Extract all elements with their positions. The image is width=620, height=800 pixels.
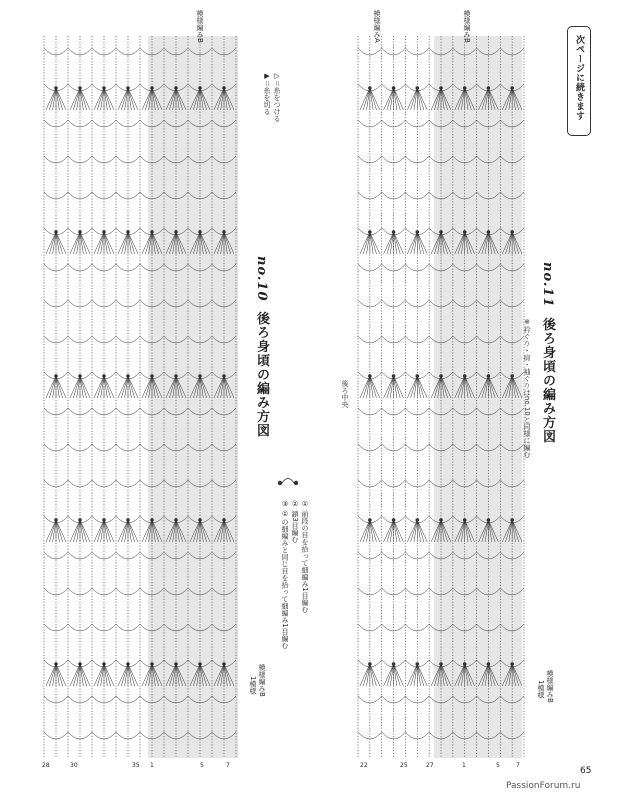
fan-stitch — [417, 664, 424, 686]
legend-line2: ② 鎖3目編む — [291, 500, 299, 543]
fan-stitch — [411, 88, 418, 110]
note-no11: ※衿ぐり・肩・袖ぐりはno.10と同様に編む — [523, 318, 531, 458]
page-number: 65 — [580, 766, 592, 776]
title-no10-number: no.10 — [254, 256, 269, 302]
row-number: 1 — [150, 762, 154, 769]
picot-dot — [222, 518, 225, 521]
repeat-label-right-2: 1模様 — [537, 680, 545, 699]
fan-stitch — [394, 664, 401, 686]
picot-dot — [416, 374, 419, 377]
picot-dot — [198, 374, 201, 377]
row-number: 28 — [42, 762, 50, 769]
row-number: 22 — [360, 762, 368, 769]
picot-dot — [511, 518, 514, 521]
picot-dot — [487, 518, 490, 521]
picot-dot — [174, 374, 177, 377]
picot-dot — [392, 518, 395, 521]
fan-stitch — [49, 520, 56, 542]
picot-dot — [102, 86, 105, 89]
fan-stitch — [363, 376, 370, 398]
fan-stitch — [121, 664, 128, 686]
fan-stitch — [128, 232, 135, 254]
fan-stitch — [121, 520, 128, 542]
picot-dot — [54, 518, 57, 521]
fan-stitch — [97, 376, 104, 398]
fan-stitch — [73, 520, 80, 542]
picot-dot — [439, 374, 442, 377]
fan-stitch — [363, 664, 370, 686]
fan-stitch — [104, 376, 111, 398]
fan-stitch — [417, 376, 424, 398]
picot-dot — [150, 374, 153, 377]
legend-symbol — [270, 468, 306, 498]
picot-dot — [463, 374, 466, 377]
picot-dot — [102, 662, 105, 665]
fan-stitch — [73, 232, 80, 254]
picot-dot — [54, 230, 57, 233]
row-number: 7 — [516, 762, 520, 769]
fan-stitch — [411, 664, 418, 686]
fan-stitch — [363, 232, 370, 254]
fan-stitch — [56, 232, 63, 254]
arc-motif — [405, 264, 429, 271]
picot-dot — [368, 374, 371, 377]
picot-dot — [463, 230, 466, 233]
fan-stitch — [387, 376, 394, 398]
picot-dot — [126, 374, 129, 377]
picot-dot — [174, 230, 177, 233]
arc-motif — [44, 264, 68, 271]
picot-dot — [416, 662, 419, 665]
arc-motif — [92, 732, 116, 739]
fan-stitch — [417, 520, 424, 542]
picot-dot — [416, 518, 419, 521]
fan-stitch — [104, 664, 111, 686]
picot-dot — [174, 662, 177, 665]
picot-dot — [150, 518, 153, 521]
picot-dot — [198, 518, 201, 521]
fan-stitch — [49, 232, 56, 254]
picot-dot — [416, 230, 419, 233]
fan-stitch — [49, 664, 56, 686]
row-number: 25 — [400, 762, 408, 769]
picot-dot — [126, 86, 129, 89]
fan-stitch — [387, 232, 394, 254]
picot-dot — [78, 230, 81, 233]
repeat-label-left-2: 1模様 — [249, 676, 257, 695]
picot-dot — [150, 86, 153, 89]
fan-stitch — [73, 664, 80, 686]
picot-dot — [150, 662, 153, 665]
fan-stitch — [128, 376, 135, 398]
picot-dot — [511, 86, 514, 89]
picot-dot — [78, 374, 81, 377]
fan-stitch — [56, 664, 63, 686]
picot-dot — [198, 86, 201, 89]
picot-dot — [439, 518, 442, 521]
picot-dot — [487, 86, 490, 89]
fan-stitch — [411, 232, 418, 254]
picot-dot — [102, 230, 105, 233]
arc-motif — [382, 264, 406, 271]
picot-dot — [511, 374, 514, 377]
arc-motif — [116, 732, 140, 739]
picot-dot — [439, 662, 442, 665]
legend-line3: ③ ①の細編みと同じ目を拾って細編み1目編む — [281, 500, 289, 649]
legend-line1: ① 前段の目を拾って細編み1目編む — [301, 500, 309, 613]
fan-stitch — [363, 88, 370, 110]
fan-stitch — [394, 88, 401, 110]
fan-stitch — [417, 232, 424, 254]
fan-stitch — [387, 520, 394, 542]
picot-dot — [198, 230, 201, 233]
fan-stitch — [104, 520, 111, 542]
picot-dot — [126, 230, 129, 233]
arc-motif — [68, 732, 92, 739]
picot-dot — [222, 230, 225, 233]
fan-stitch — [121, 88, 128, 110]
fan-stitch — [80, 520, 87, 542]
picot-dot — [54, 86, 57, 89]
fan-stitch — [97, 88, 104, 110]
picot-dot — [102, 518, 105, 521]
picot-dot — [487, 374, 490, 377]
fan-stitch — [80, 232, 87, 254]
picot-dot — [511, 662, 514, 665]
row-number: 30 — [70, 762, 78, 769]
picot-dot — [126, 518, 129, 521]
fan-stitch — [104, 88, 111, 110]
picot-dot — [487, 662, 490, 665]
picot-dot — [463, 86, 466, 89]
arc-motif — [358, 264, 382, 271]
row-number: 5 — [496, 762, 500, 769]
picot-dot — [487, 230, 490, 233]
title-no10-text: 後ろ身頃の編み方図 — [254, 311, 269, 438]
picot-dot — [368, 86, 371, 89]
fan-stitch — [387, 664, 394, 686]
legend-attach: ▷＝糸をつける — [273, 72, 281, 122]
fan-stitch — [394, 376, 401, 398]
picot-dot — [416, 86, 419, 89]
fan-stitch — [56, 88, 63, 110]
crochet-chart-no10 — [40, 18, 240, 768]
picot-dot — [463, 518, 466, 521]
fan-stitch — [73, 376, 80, 398]
fan-stitch — [97, 664, 104, 686]
fan-stitch — [370, 376, 377, 398]
row-number: 35 — [132, 762, 140, 769]
picot-dot — [392, 374, 395, 377]
continue-note: 次ページに続きます — [574, 35, 584, 121]
fan-stitch — [56, 520, 63, 542]
picot-dot — [174, 86, 177, 89]
fan-stitch — [128, 664, 135, 686]
fan-stitch — [411, 520, 418, 542]
row-number: 7 — [226, 762, 230, 769]
fan-stitch — [97, 232, 104, 254]
fan-stitch — [80, 664, 87, 686]
center-label: 後ろ中央 — [341, 380, 349, 408]
fan-stitch — [370, 664, 377, 686]
fan-stitch — [370, 88, 377, 110]
picot-dot — [78, 662, 81, 665]
picot-dot — [174, 518, 177, 521]
arc-motif — [44, 480, 68, 487]
fan-stitch — [411, 376, 418, 398]
fan-stitch — [49, 376, 56, 398]
arc-motif — [44, 732, 68, 739]
picot-dot — [368, 518, 371, 521]
fan-stitch — [104, 232, 111, 254]
picot-dot — [511, 230, 514, 233]
legend-cut: ▶＝糸を切る — [263, 72, 271, 115]
picot-dot — [150, 230, 153, 233]
fan-stitch — [417, 88, 424, 110]
fan-stitch — [370, 232, 377, 254]
fan-stitch — [394, 520, 401, 542]
picot-dot — [392, 86, 395, 89]
picot-dot — [54, 374, 57, 377]
arc-motif — [405, 480, 429, 487]
pattern-b-label-right: 模様編みB — [463, 10, 471, 43]
picot-dot — [78, 518, 81, 521]
picot-dot — [102, 374, 105, 377]
arc-motif — [116, 264, 140, 271]
row-number: 5 — [200, 762, 204, 769]
picot-dot — [222, 374, 225, 377]
continue-note-box — [567, 26, 591, 136]
picot-dot — [439, 230, 442, 233]
picot-dot — [368, 230, 371, 233]
picot-dot — [439, 86, 442, 89]
pattern-b-label-left: 模様編みB — [196, 10, 204, 43]
fan-stitch — [128, 520, 135, 542]
arc-motif — [382, 480, 406, 487]
watermark: PassionForum.ru — [506, 781, 581, 791]
fan-stitch — [128, 88, 135, 110]
title-no11 — [538, 262, 557, 444]
fan-stitch — [387, 88, 394, 110]
row-number: 27 — [426, 762, 434, 769]
title-no11-number: no.11 — [540, 262, 555, 308]
picot-dot — [126, 662, 129, 665]
arc-motif — [382, 732, 406, 739]
fan-stitch — [80, 376, 87, 398]
picot-dot — [198, 662, 201, 665]
fan-stitch — [370, 520, 377, 542]
pattern-a-label-right: 模様編みA — [373, 10, 381, 43]
repeat-label-right-1: 模様編みB — [546, 670, 554, 703]
arc-motif — [92, 480, 116, 487]
repeat-label-left-1: 模様編みB — [258, 664, 266, 697]
title-no11-text: 後ろ身頃の編み方図 — [540, 317, 555, 444]
picot-dot — [78, 86, 81, 89]
arc-motif — [405, 732, 429, 739]
title-no10 — [252, 256, 271, 438]
arc-motif — [68, 480, 92, 487]
fan-stitch — [97, 520, 104, 542]
arc-motif — [116, 480, 140, 487]
picot-dot — [463, 662, 466, 665]
picot-dot — [392, 230, 395, 233]
fan-stitch — [73, 88, 80, 110]
fan-stitch — [121, 376, 128, 398]
fan-stitch — [56, 376, 63, 398]
fan-stitch — [121, 232, 128, 254]
picot-dot — [222, 662, 225, 665]
arc-motif — [358, 732, 382, 739]
arc-motif — [68, 264, 92, 271]
fan-stitch — [80, 88, 87, 110]
picot-dot — [392, 662, 395, 665]
arc-motif — [358, 480, 382, 487]
picot-dot — [222, 86, 225, 89]
arc-motif — [92, 264, 116, 271]
picot-dot — [368, 662, 371, 665]
picot-dot — [54, 662, 57, 665]
row-number: 1 — [462, 762, 466, 769]
fan-stitch — [363, 520, 370, 542]
fan-stitch — [394, 232, 401, 254]
crochet-chart-no11 — [354, 18, 530, 768]
fan-stitch — [49, 88, 56, 110]
